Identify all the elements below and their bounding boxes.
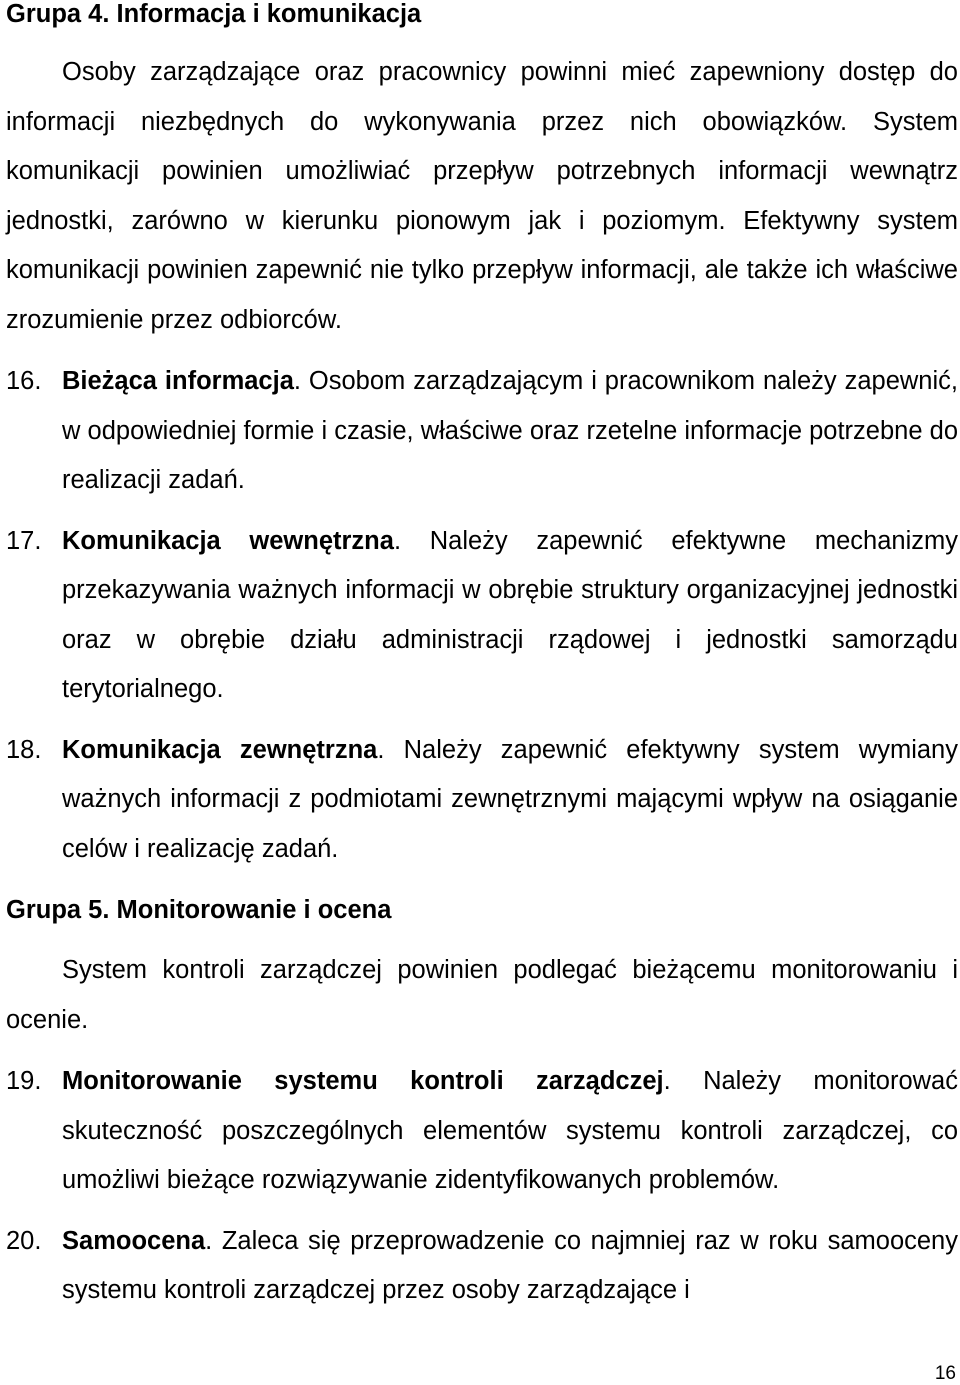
- item-title: Komunikacja zewnętrzna: [62, 735, 378, 764]
- list-item-19: [6, 1057, 958, 1206]
- list-item-17: [6, 517, 958, 715]
- item-title: Samoocena: [62, 1226, 206, 1255]
- item-number: 18.: [6, 735, 42, 764]
- list-item-18: [6, 726, 958, 875]
- group-5-intro: System kontroli zarządczej powinien podlegać bieżącemu monitorowaniu i ocenie.: [6, 956, 958, 1034]
- list-item-20: [6, 1217, 958, 1316]
- item-title: Bieżąca informacja: [62, 367, 294, 395]
- document-page: [6, 0, 958, 1316]
- item-number: 16.: [6, 367, 42, 395]
- list-item-16: [6, 357, 958, 506]
- item-text: . Należy monitorować skuteczność poszczególnych elementów systemu kontroli zarządczej, co umożliwi bieżące rozwiązywanie zidentyfikowanych problemów.: [62, 1067, 958, 1194]
- item-title: Komunikacja wewnętrzna: [62, 526, 394, 555]
- group-4-intro: Osoby zarządzające oraz pracownicy powinni mieć zapewniony dostęp do informacji niezbędnych do wykonywania przez nich obowiązków. System komunikacji powinien umożliwiać przepływ potrzebnych informacji wewnątrz jednostki, zarówno w kierunku pionowym jak i poziomym. Efektywny system komunikacji powinien zapewnić nie tylko przepływ informacji, ale także ich właściwe zrozumienie przez odbiorców.: [6, 58, 958, 334]
- item-title: Monitorowanie systemu kontroli zarządczej: [62, 1067, 664, 1095]
- group-4-heading: Grupa 4. Informacja i komunikacja: [6, 0, 422, 28]
- item-number: 17.: [6, 526, 42, 555]
- item-number: 19.: [6, 1067, 42, 1095]
- item-text: . Osobom zarządzającym i pracownikom należy zapewnić, w odpowiedniej formie i czasie, właściwe oraz rzetelne informacje potrzebne do realizacji zadań.: [62, 367, 958, 494]
- page-number: 16: [934, 1363, 956, 1384]
- item-text: . Należy zapewnić efektywny system wymiany ważnych informacji z podmiotami zewnętrznymi mającymi wpływ na osiąganie celów i realizację zadań.: [62, 735, 958, 863]
- item-text: . Należy zapewnić efektywne mechanizmy przekazywania ważnych informacji w obrębie struktury organizacyjnej jednostki oraz w obrębie działu administracji rządowej i jednostki samorządu terytorialnego.: [62, 526, 958, 703]
- item-text: . Zaleca się przeprowadzenie co najmniej raz w roku samooceny systemu kontroli zarządczej przez osoby zarządzające i: [62, 1226, 958, 1304]
- item-number: 20.: [6, 1226, 42, 1255]
- group-5-heading: Grupa 5. Monitorowanie i ocena: [6, 896, 392, 924]
